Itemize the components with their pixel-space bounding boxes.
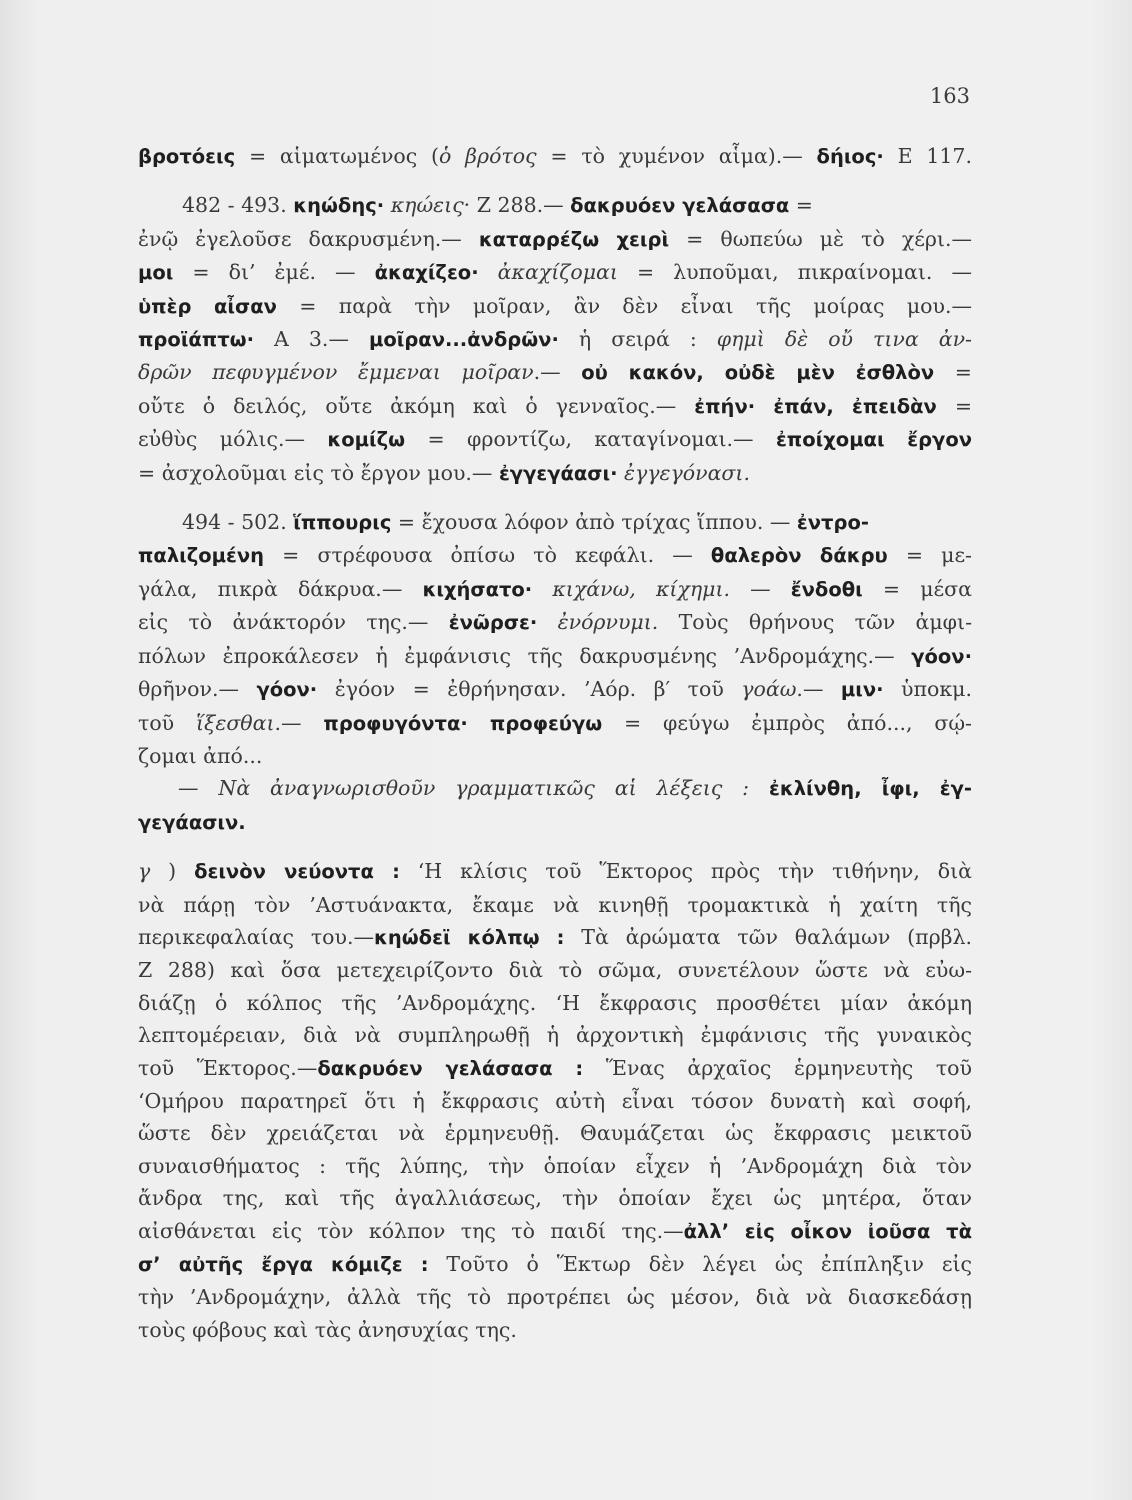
lemma-bold: ἐπήν· ἐπάν, ἐπειδὰν (694, 394, 937, 418)
text-run: τοῦ (138, 710, 196, 735)
text-run: συναισθήματος : τῆς λύπης, τὴν ὁποίαν εἶχεν ἡ ’Ανδρομάχη διὰ τὸν (138, 1153, 972, 1178)
lemma-bold: κηώδεϊ κόλπῳ : (374, 925, 565, 949)
lemma-bold: δακρυόεν γελάσασα (570, 194, 790, 218)
text-run: = μέσα (862, 576, 972, 601)
text-line (138, 987, 972, 1019)
text-run (532, 577, 552, 601)
text-run: τὴν ’Ανδρομάχην, ἀλλὰ τῆς τὸ προτρέπει ὡς μέσον, διὰ νὰ διασκεδάσῃ (138, 1285, 972, 1310)
text-line (138, 256, 972, 289)
text-run: ἡ σειρά : (558, 327, 717, 352)
text-run: λεπτομέρειαν, διὰ νὰ συμπληρωθῇ ἡ ἀρχοντικὴ ἐμφάνισις τῆς γυναικὸς (138, 1023, 972, 1048)
text-run: ἐνῷ ἐγελοῦσε δακρυσμένη.— (138, 226, 479, 251)
text-line (138, 423, 972, 456)
lemma-bold: γόον· (911, 644, 972, 668)
text-line (138, 506, 972, 539)
text-line (138, 855, 972, 888)
text-run: 494 - 502. (182, 510, 294, 535)
lemma-bold: παλιζομένη (138, 544, 265, 568)
lemma-bold: ἵππουρις (293, 511, 392, 535)
text-run: ) (150, 859, 195, 884)
lemma-bold: ἐποίχομαι ἔργον (775, 428, 972, 452)
page-number: 163 (929, 84, 970, 108)
text-italic: ἐγγεγόνασι. (624, 460, 750, 485)
text-run: — (178, 776, 219, 801)
text-line (138, 640, 972, 673)
text-line (138, 1314, 972, 1346)
text-run: Τὰ ἀρώματα τῶν θαλάμων (πρβλ. (564, 924, 972, 949)
text-line (138, 1150, 972, 1182)
text-run: = φεύγω ἐμπρὸς ἀπό..., σῴ- (602, 710, 972, 735)
lemma-bold: ἀκαχίζεο· (374, 261, 479, 285)
text-line (138, 921, 972, 954)
lemma-bold: ἔνδοθι (790, 577, 863, 601)
lemma-bold: ἐνῶρσε· (448, 611, 538, 635)
lemma-bold: κιχήσατο· (422, 577, 533, 601)
text-run: εἰς τὸ ἀνάκτορόν της.— (138, 610, 449, 635)
text-line (138, 356, 972, 389)
text-line (138, 772, 972, 805)
text-line (138, 1281, 972, 1313)
text-run: ἐγόον = ἐθρήνησαν. ’Αόρ. β′ τοῦ (317, 677, 742, 702)
lemma-bold: ἐκλίνθη, ἶφι, ἐγ- (768, 777, 972, 801)
text-italic: Νὰ ἀναγνωρισθοῦν γραμματικῶς αἱ λέξεις : (218, 776, 750, 801)
text-italic: ἵξεσθαι (195, 710, 275, 735)
lemma-bold: καταρρέζω χειρὶ (478, 227, 670, 251)
lemma-bold: βροτόεις (138, 145, 236, 168)
text-run: = παρὰ τὴν μοῖραν, ἂν δὲν εἶναι τῆς μοίρας μου.— (276, 293, 972, 318)
text-run: = τὸ χυμένον αἷμα).— (536, 144, 817, 168)
text-run: τοῦ Ἕκτορος.— (138, 1055, 318, 1080)
text-italic: δρῶν πεφυγμένον ἔμμεναι μοῖραν (138, 360, 534, 385)
lemma-bold: γόον· (256, 678, 318, 702)
text-run: — (730, 576, 791, 601)
text-run: Ε 117. (883, 144, 972, 168)
text-line (138, 740, 972, 772)
lemma-bold: γεγάασιν. (138, 810, 246, 834)
text-line (138, 954, 972, 986)
text-line (138, 573, 972, 606)
text-line (138, 1248, 972, 1281)
text-run: = με- (887, 543, 972, 568)
text-run: = ἀσχολοῦμαι εἰς τὸ ἔργον μου.— (138, 460, 499, 485)
lemma-bold: δήιος· (816, 145, 884, 168)
lemma-bold: σ’ αὐτῆς ἔργα κόμιζε : (138, 1253, 429, 1276)
text-run: = στρέφουσα ὀπίσω τὸ κεφάλι. — (264, 543, 711, 568)
text-italic: κιχάνω, κίχημι. (552, 576, 731, 601)
text-run: 482 - 493. (182, 193, 294, 218)
text-run: = φροντίζω, καταγίνομαι.— (405, 427, 776, 452)
text-italic: γοάω (741, 677, 797, 702)
text-italic: ἐνόρνυμι. (557, 610, 659, 635)
lemma-bold: ὑπὲρ αἶσαν (138, 294, 277, 318)
text-line (138, 290, 972, 323)
text-run (749, 776, 769, 800)
text-line (138, 1117, 972, 1149)
text-line (138, 539, 972, 572)
lemma-bold: ἐντρο- (796, 511, 869, 535)
text-run: αἰσθάνεται εἰς τὸν κόλπον της τὸ παιδί της.— (138, 1218, 684, 1243)
text-run: .— (533, 360, 582, 385)
text-run: Ἕνας ἀρχαῖος ἑρμηνευτὴς τοῦ (583, 1055, 972, 1080)
lemma-bold: μοι (138, 261, 174, 285)
text-run: πόλων ἐπροκάλεσεν ἡ ἐμφάνισις τῆς δακρυσμένης ’Ανδρομάχης.— (138, 643, 912, 668)
text-line (138, 673, 972, 706)
text-run: διάζῃ ὁ κόλπος τῆς ’Ανδρομάχης. ‘Η ἔκφρασις προσθέτει μίαν ἀκόμη (138, 990, 972, 1015)
lemma-bold: δακρυόεν γελάσασα : (317, 1056, 584, 1080)
text-run: = αἱματωμένος ( (235, 144, 440, 168)
text-run: ‘Η κλίσις τοῦ Ἕκτορος πρὸς τὴν τιθήνην, διὰ (399, 859, 972, 884)
text-italic: κηώεις· (390, 193, 471, 218)
text-line (138, 323, 972, 356)
text-run: ἄνδρα της, καὶ τῆς ἀγαλλιάσεως, τὴν ὁποίαν ἔχει ὡς μητέρα, ὅταν (138, 1186, 972, 1211)
lemma-bold: ἐγγεγάασι· (498, 461, 618, 485)
text-line (138, 457, 972, 490)
text-run (479, 260, 498, 284)
text-line (138, 1052, 972, 1085)
lemma-bold: κηώδης· (293, 194, 385, 218)
text-line (138, 189, 972, 222)
text-run: τοὺς φόβους καὶ τὰς ἀνησυχίας της. (138, 1317, 517, 1342)
text-run (537, 610, 557, 634)
text-run: Τοῦτο ὁ Ἕκτωρ δὲν λέγει ὡς ἐπίπληξιν εἰς (428, 1252, 972, 1276)
text-run: εὐθὺς μόλις.— (138, 427, 328, 452)
text-italic: ἀκαχίζομαι (497, 260, 618, 285)
text-italic: ὁ βρότος (439, 144, 537, 168)
text-run: Ζ 288.— (470, 193, 571, 218)
text-run: ὑποκμ. (883, 677, 972, 702)
text-line (138, 390, 972, 423)
text-run: θρῆνον.— (138, 677, 257, 702)
text-line (138, 889, 972, 921)
commentary-text (138, 140, 972, 1346)
text-run: = (789, 193, 813, 218)
lemma-bold: ἀλλ’ εἰς οἶκον ἰοῦσα τὰ (683, 1219, 972, 1243)
text-run: .— (796, 677, 841, 702)
text-run: = ἔχουσα λόφον ἀπὸ τρίχας ἵππου. — (391, 510, 797, 535)
text-run: = δι’ ἐμέ. — (173, 260, 375, 285)
text-line (138, 1085, 972, 1117)
text-line (138, 140, 972, 173)
lemma-bold: προϊάπτω· (138, 328, 255, 352)
text-run: ὥστε δὲν χρειάζεται νὰ ἑρμηνευθῇ. Θαυμάζεται ὡς ἔκφρασις μεικτοῦ (138, 1121, 972, 1146)
lemma-bold: θαλερὸν δάκρυ (710, 544, 888, 568)
text-run: Ζ 288) καὶ ὅσα μετεχειρίζοντο διὰ τὸ σῶμα, συνετέλουν ὥστε νὰ εὐω- (138, 958, 972, 983)
text-italic: φημὶ δὲ οὔ τινα ἀν- (716, 327, 972, 352)
text-run: = (934, 360, 972, 385)
lemma-bold: προφυγόντα· προφεύγω (323, 711, 603, 735)
text-line (138, 606, 972, 639)
text-run: Τοὺς θρήνους τῶν ἀμφι- (658, 610, 973, 635)
text-run: .— (274, 710, 324, 735)
text-line (138, 1019, 972, 1051)
text-run: = θωπεύω μὲ τὸ χέρι.— (669, 226, 972, 251)
text-line (138, 1215, 972, 1248)
text-run: = λυποῦμαι, πικραίνομαι. — (617, 260, 972, 285)
text-italic: γ (138, 859, 151, 884)
text-line (138, 707, 972, 740)
text-run: Α 3.— (254, 327, 369, 352)
text-line (138, 1182, 972, 1214)
text-line (138, 223, 972, 256)
text-run: περικεφαλαίας του.— (138, 924, 374, 949)
text-run: γάλα, πικρὰ δάκρυα.— (138, 576, 423, 601)
text-run: ζομαι ἀπό... (138, 743, 263, 768)
lemma-bold: κομίζω (327, 428, 406, 452)
text-run: = (936, 393, 972, 418)
lemma-bold: μοῖραν...ἀνδρῶν· (369, 328, 559, 352)
text-run: νὰ πάρῃ τὸν ’Αστυάνακτα, ἔκαμε νὰ κινηθῇ τρομακτικὰ ἡ χαίτη τῆς (138, 892, 972, 917)
text-run: οὔτε ὁ δειλός, οὔτε ἀκόμη καὶ ὁ γενναῖος.— (138, 393, 695, 418)
lemma-bold: οὐ κακόν, οὐδὲ μὲν ἐσθλὸν (581, 361, 935, 385)
text-run: ‘Ομήρου παρατηρεῖ ὅτι ἡ ἔκφρασις αὐτὴ εἶναι τόσον δυνατὴ καὶ σοφή, (138, 1088, 972, 1113)
lemma-bold: δεινὸν νεύοντα : (194, 860, 400, 884)
lemma-bold: μιν· (840, 678, 884, 702)
text-line (138, 806, 972, 839)
